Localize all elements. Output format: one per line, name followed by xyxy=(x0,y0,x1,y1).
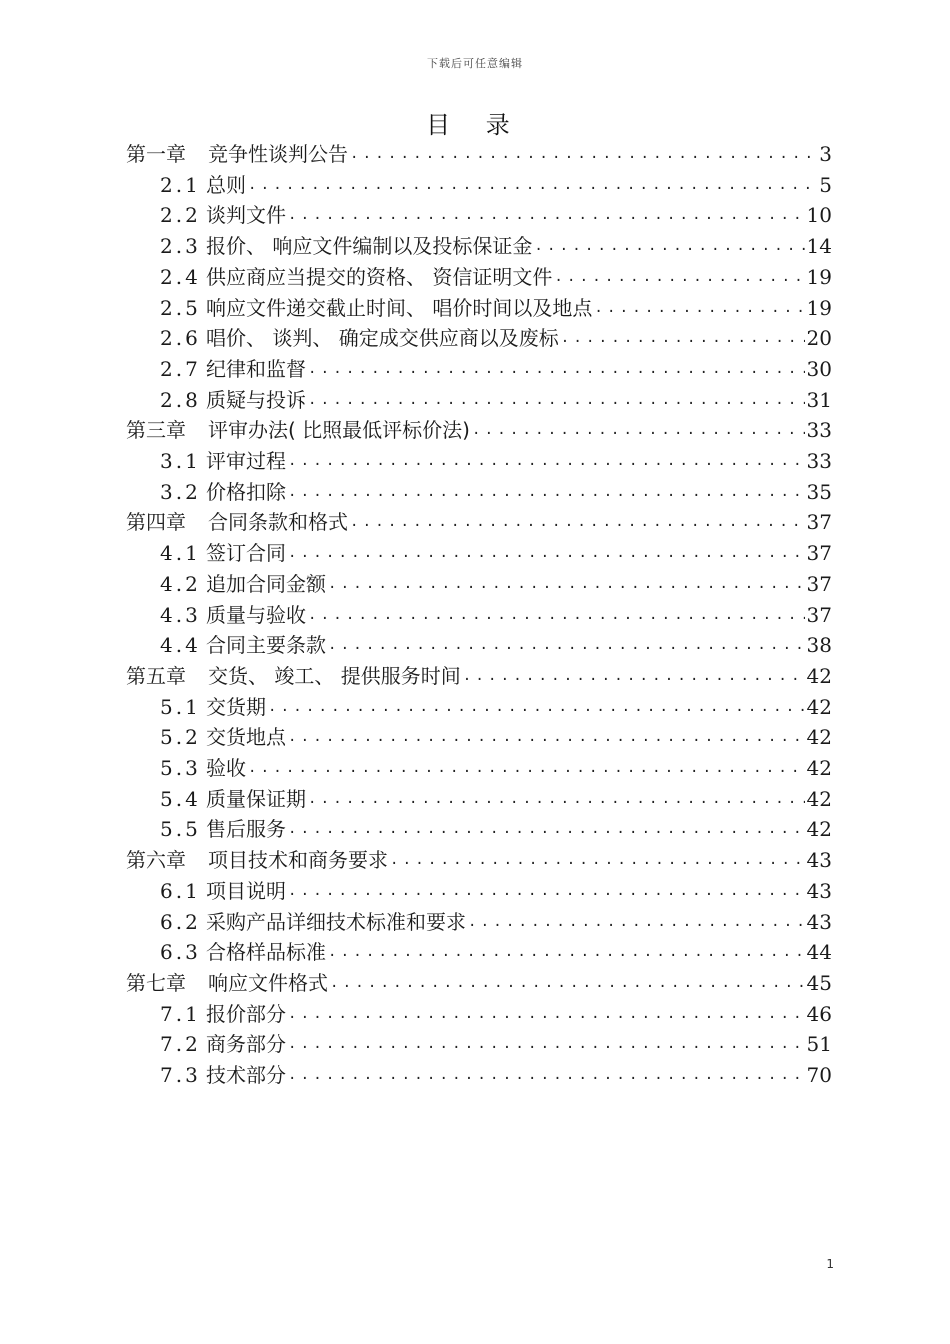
toc-section-entry[interactable] xyxy=(160,1029,832,1059)
toc-dot-leader xyxy=(286,446,805,476)
toc-entry-page: 31 xyxy=(806,387,832,412)
toc-entry-page: 14 xyxy=(806,234,832,259)
toc-chapter-entry[interactable] xyxy=(126,139,832,169)
toc-dot-leader xyxy=(266,692,805,722)
toc-chapter-entry[interactable] xyxy=(126,507,832,537)
toc-entry-page: 43 xyxy=(806,848,832,873)
toc-entry-page: 19 xyxy=(806,264,832,289)
header-note: 下载后可任意编辑 xyxy=(427,57,523,70)
toc-section-entry[interactable] xyxy=(160,323,832,353)
toc-entry-number: 第三章 xyxy=(126,418,186,443)
toc-entry-title: 项目说明 xyxy=(206,878,286,903)
page-number: 1 xyxy=(826,1257,834,1271)
toc-entry-title: 响应文件格式 xyxy=(208,970,328,995)
toc-dot-leader xyxy=(246,170,817,200)
toc-entry-title: 采购产品详细技术标准和要求 xyxy=(206,909,466,934)
toc-dot-leader xyxy=(286,1060,805,1090)
toc-entry-page: 38 xyxy=(806,633,832,658)
toc-dot-leader xyxy=(466,907,805,937)
toc-section-entry[interactable] xyxy=(160,876,832,906)
toc-entry-title: 价格扣除 xyxy=(206,479,286,504)
toc-entry-title: 项目技术和商务要求 xyxy=(208,848,388,873)
toc-entry-title: 质疑与投诉 xyxy=(206,387,306,412)
toc-dot-leader xyxy=(328,968,805,998)
toc-section-entry[interactable] xyxy=(160,200,832,230)
toc-dot-leader xyxy=(461,661,805,691)
toc-dot-leader xyxy=(348,139,817,169)
toc-dot-leader xyxy=(286,999,805,1029)
toc-entry-title: 合同条款和格式 xyxy=(208,510,348,535)
toc-section-entry[interactable] xyxy=(160,170,832,200)
toc-entry-page: 10 xyxy=(806,203,832,228)
toc-entry-number: 4.3 xyxy=(160,602,201,627)
toc-section-entry[interactable] xyxy=(160,937,832,967)
toc-dot-leader xyxy=(286,722,805,752)
toc-chapter-entry[interactable] xyxy=(126,415,832,445)
toc-entry-page: 33 xyxy=(806,418,832,443)
toc-section-entry[interactable] xyxy=(160,999,832,1029)
toc-entry-title: 售后服务 xyxy=(206,817,286,842)
toc-entry-number: 2.2 xyxy=(160,203,201,228)
toc-dot-leader xyxy=(348,507,805,537)
toc-chapter-entry[interactable] xyxy=(126,968,832,998)
toc-entry-page: 37 xyxy=(806,571,832,596)
toc-dot-leader xyxy=(559,323,805,353)
toc-entry-title: 交货、 竣工、 提供服务时间 xyxy=(208,663,461,688)
toc-section-entry[interactable] xyxy=(160,354,832,384)
toc-entry-number: 第四章 xyxy=(126,510,186,535)
toc-entry-number: 6.3 xyxy=(160,940,201,965)
toc-title: 目 录 xyxy=(426,111,524,139)
toc-entry-page: 37 xyxy=(806,541,832,566)
toc-entry-page: 33 xyxy=(806,449,832,473)
toc-entry-page: 42 xyxy=(806,725,832,750)
toc-entry-page: 45 xyxy=(806,970,832,995)
toc-dot-leader xyxy=(286,477,805,507)
toc-dot-leader xyxy=(306,385,805,415)
toc-entry-number: 5.1 xyxy=(160,694,201,719)
toc-section-entry[interactable] xyxy=(160,538,832,568)
toc-entry-title: 谈判文件 xyxy=(206,203,286,228)
toc-entry-page: 19 xyxy=(806,295,832,320)
toc-entry-title: 追加合同金额 xyxy=(206,571,326,596)
toc-section-entry[interactable] xyxy=(160,446,832,476)
toc-entry-page: 20 xyxy=(806,326,832,351)
toc-entry-title: 响应文件递交截止时间、 唱价时间以及地点 xyxy=(206,295,593,320)
toc-dot-leader xyxy=(286,876,805,906)
toc-entry-title: 交货期 xyxy=(206,694,266,719)
toc-entry-title: 质量与验收 xyxy=(206,602,306,627)
toc-dot-leader xyxy=(286,538,805,568)
toc-entry-number: 第一章 xyxy=(126,142,186,166)
toc-entry-number: 2.4 xyxy=(160,264,201,289)
toc-entry-number: 6.1 xyxy=(160,878,201,903)
toc-dot-leader xyxy=(306,784,805,814)
toc-entry-title: 唱价、 谈判、 确定成交供应商以及废标 xyxy=(206,326,559,351)
toc-entry-title: 合格样品标准 xyxy=(206,940,326,965)
toc-entry-title: 供应商应当提交的资格、 资信证明文件 xyxy=(206,264,553,289)
toc-dot-leader xyxy=(306,354,805,384)
toc-entry-page: 42 xyxy=(806,694,832,719)
toc-entry-page: 30 xyxy=(806,356,832,381)
toc-dot-leader xyxy=(532,231,804,261)
toc-entry-number: 5.4 xyxy=(160,786,201,811)
toc-entry-number: 第六章 xyxy=(126,848,186,873)
toc-entry-number: 7.1 xyxy=(160,1001,201,1026)
toc-dot-leader xyxy=(326,937,805,967)
toc-entry-title: 质量保证期 xyxy=(206,786,306,811)
toc-entry-title: 评审办法( 比照最低评标价法) xyxy=(208,418,470,443)
toc-entry-page: 43 xyxy=(806,878,832,903)
toc-entry-number: 3.2 xyxy=(160,479,201,504)
toc-section-entry[interactable] xyxy=(160,1060,832,1090)
toc-entry-number: 第五章 xyxy=(126,663,186,688)
toc-section-entry[interactable] xyxy=(160,784,832,814)
toc-entry-title: 验收 xyxy=(206,756,246,780)
toc-section-entry[interactable] xyxy=(160,231,832,261)
toc-entry-page: 70 xyxy=(806,1063,832,1087)
toc-entry-page: 42 xyxy=(806,756,832,780)
toc-entry-number: 2.5 xyxy=(160,295,201,320)
toc-section-entry[interactable] xyxy=(160,630,832,660)
toc-section-entry[interactable] xyxy=(160,293,832,323)
toc-entry-number: 5.5 xyxy=(160,817,201,842)
toc-entry-page: 42 xyxy=(806,817,832,842)
toc-section-entry[interactable] xyxy=(160,385,832,415)
toc-dot-leader xyxy=(326,630,805,660)
toc-entry-page: 5 xyxy=(819,172,832,197)
toc-entry-page: 46 xyxy=(806,1001,832,1026)
toc-dot-leader xyxy=(592,293,804,323)
toc-entry-title: 竞争性谈判公告 xyxy=(208,142,348,166)
toc-entry-number: 4.2 xyxy=(160,571,201,596)
toc-entry-number: 4.4 xyxy=(160,633,201,658)
toc-dot-leader xyxy=(286,1029,805,1059)
toc-entry-page: 43 xyxy=(806,909,832,934)
toc-entry-title: 报价部分 xyxy=(206,1001,286,1026)
toc-entry-number: 2.1 xyxy=(160,172,201,197)
toc-entry-number: 2.8 xyxy=(160,387,201,412)
toc-entry-title: 评审过程 xyxy=(206,449,286,473)
toc-entry-number: 5.3 xyxy=(160,756,201,780)
toc-entry-page: 37 xyxy=(806,602,832,627)
toc-entry-title: 签订合同 xyxy=(206,541,286,566)
toc-entry-title: 报价、 响应文件编制以及投标保证金 xyxy=(206,234,533,259)
toc-section-entry[interactable] xyxy=(160,814,832,844)
toc-entry-number: 4.1 xyxy=(160,541,201,566)
toc-entry-page: 44 xyxy=(806,940,832,965)
toc-section-entry[interactable] xyxy=(160,907,832,937)
toc-entry-title: 合同主要条款 xyxy=(206,633,326,658)
toc-section-entry[interactable] xyxy=(160,569,832,599)
toc-chapter-entry[interactable] xyxy=(126,845,832,875)
toc-entry-page: 42 xyxy=(806,786,832,811)
toc-dot-leader xyxy=(470,415,805,445)
toc-entry-page: 35 xyxy=(806,479,832,504)
toc-dot-leader xyxy=(306,600,805,630)
toc-section-entry[interactable] xyxy=(160,600,832,630)
toc-section-entry[interactable] xyxy=(160,692,832,722)
toc-entry-title: 纪律和监督 xyxy=(206,356,306,381)
toc-entry-title: 商务部分 xyxy=(206,1032,286,1057)
toc-chapter-entry[interactable] xyxy=(126,661,832,691)
toc-entry-number: 3.1 xyxy=(160,449,201,473)
toc-entry-number: 6.2 xyxy=(160,909,201,934)
toc-entry-page: 37 xyxy=(806,510,832,535)
toc-dot-leader xyxy=(388,845,805,875)
toc-section-entry[interactable] xyxy=(160,477,832,507)
toc-dot-leader xyxy=(286,200,805,230)
toc-dot-leader xyxy=(286,814,805,844)
toc-dot-leader xyxy=(326,569,805,599)
toc-dot-leader xyxy=(552,262,804,292)
toc-entry-page: 3 xyxy=(819,142,832,166)
toc-entry-title: 总则 xyxy=(206,172,246,197)
toc-entry-number: 2.7 xyxy=(160,356,201,381)
toc-entry-number: 第七章 xyxy=(126,970,186,995)
toc-section-entry[interactable] xyxy=(160,262,832,292)
toc-entry-number: 5.2 xyxy=(160,725,201,750)
toc-entry-title: 技术部分 xyxy=(206,1063,286,1087)
toc-entry-number: 7.3 xyxy=(160,1063,201,1087)
toc-entry-page: 42 xyxy=(806,663,832,688)
toc-entry-number: 2.6 xyxy=(160,326,201,351)
toc-dot-leader xyxy=(246,753,805,783)
toc-section-entry[interactable] xyxy=(160,753,832,783)
toc-entry-page: 51 xyxy=(806,1032,832,1057)
toc-section-entry[interactable] xyxy=(160,722,832,752)
toc-entry-number: 2.3 xyxy=(160,234,201,259)
toc-entry-number: 7.2 xyxy=(160,1032,201,1057)
toc-entry-title: 交货地点 xyxy=(206,725,286,750)
